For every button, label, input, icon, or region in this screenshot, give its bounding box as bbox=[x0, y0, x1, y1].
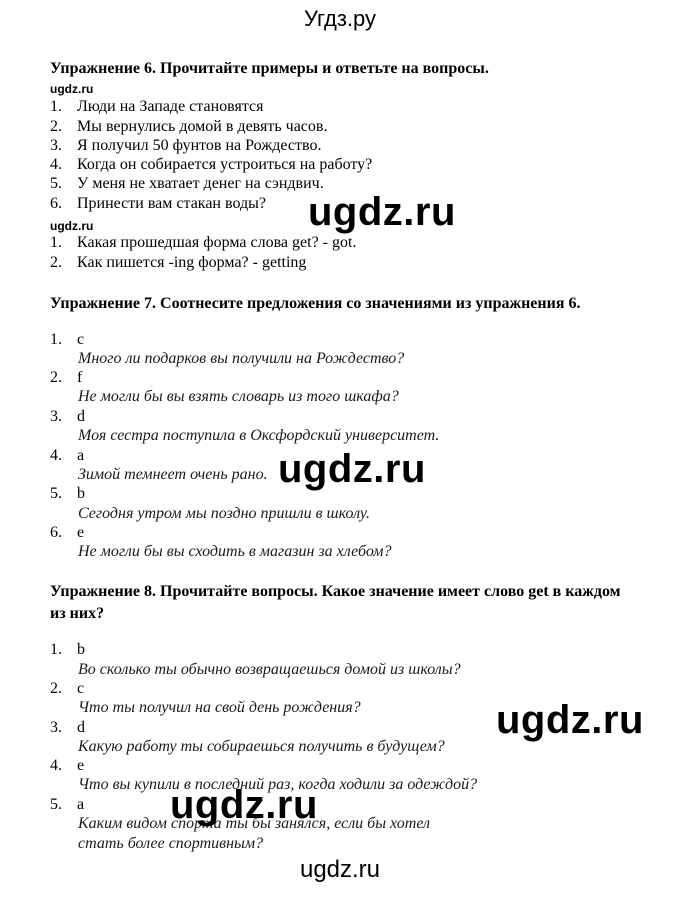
ex8-item bbox=[50, 640, 85, 660]
item-text: Я получил 50 фунтов на Рождество. bbox=[77, 137, 322, 154]
item-number: 4. bbox=[50, 757, 62, 774]
item-number: 5. bbox=[50, 175, 62, 192]
exercise-8-heading: Упражнение 8. Прочитайте вопросы. Какое значение имеет слово get в каждом из них? bbox=[50, 583, 621, 622]
item-letter: f bbox=[77, 369, 83, 386]
item-number: 5. bbox=[50, 796, 62, 813]
ex7-translation: Не могли бы вы взять словарь из того шкафа? bbox=[78, 388, 399, 405]
item-text: Какая прошедшая форма слова get? - got. bbox=[77, 234, 357, 251]
ex7-translation: Сегодня утром мы поздно пришли в школу. bbox=[78, 505, 370, 522]
item-letter: a bbox=[77, 447, 85, 464]
item-number: 6. bbox=[50, 524, 62, 541]
ex7-translation: Много ли подарков вы получили на Рождество? bbox=[78, 350, 405, 367]
item-number: 1. bbox=[50, 641, 62, 658]
ex6-item bbox=[50, 194, 266, 214]
watermark: ugdz.ru bbox=[170, 783, 318, 827]
exercise-7-heading: Упражнение 7. Соотнесите предложения со значениями из упражнения 6. bbox=[50, 295, 581, 312]
item-number: 4. bbox=[50, 156, 62, 173]
item-text: У меня не хватает денег на сэндвич. bbox=[77, 175, 324, 192]
ex6-answer bbox=[50, 233, 356, 253]
site-title: Угдз.ру bbox=[303, 6, 377, 31]
item-text: Мы вернулись домой в девять часов. bbox=[77, 118, 328, 135]
ex8-translation: Что ты получил на свой день рождения? bbox=[78, 699, 361, 716]
ex7-translation: Зимой темнеет очень рано. bbox=[78, 466, 268, 483]
ex7-item bbox=[50, 407, 85, 427]
ex6-item bbox=[50, 117, 327, 137]
ex8-translation: Какую работу ты собираешься получить в будущем? bbox=[78, 738, 445, 755]
item-text: Люди на Западе становятся bbox=[77, 98, 264, 115]
item-letter: b bbox=[77, 485, 85, 502]
ex8-translation: Каким видом спорта ты бы занялся, если бы хотел стать более спортивным? bbox=[78, 815, 430, 852]
watermark: ugdz.ru bbox=[496, 698, 644, 742]
item-number: 5. bbox=[50, 485, 62, 502]
item-letter: c bbox=[77, 680, 85, 697]
item-letter: c bbox=[77, 331, 85, 348]
item-number: 2. bbox=[50, 254, 62, 271]
ex6-answer bbox=[50, 253, 306, 273]
ex7-item bbox=[50, 446, 84, 466]
item-number: 3. bbox=[50, 408, 62, 425]
ex7-translation: Моя сестра поступила в Оксфордский университет. bbox=[78, 427, 440, 444]
ex7-item bbox=[50, 368, 82, 388]
ex6-item bbox=[50, 174, 324, 194]
item-letter: a bbox=[77, 796, 85, 813]
item-letter: e bbox=[77, 757, 85, 774]
ex7-item bbox=[50, 523, 84, 543]
item-number: 2. bbox=[50, 369, 62, 386]
ex8-translation: Во сколько ты обычно возвращаешься домой из школы? bbox=[78, 661, 461, 678]
item-text: Принести вам стакан воды? bbox=[77, 195, 266, 212]
item-number: 4. bbox=[50, 447, 62, 464]
item-letter: e bbox=[77, 524, 85, 541]
ex8-item bbox=[50, 795, 84, 815]
ex7-translation: Не могли бы вы сходить в магазин за хлебом? bbox=[78, 543, 392, 560]
item-number: 2. bbox=[50, 118, 62, 135]
watermark-small: ugdz.ru bbox=[50, 82, 94, 96]
item-letter: d bbox=[77, 719, 85, 736]
item-letter: d bbox=[77, 408, 85, 425]
item-letter: b bbox=[77, 641, 85, 658]
exercise-6-heading: Упражнение 6. Прочитайте примеры и ответьте на вопросы. bbox=[50, 60, 489, 77]
ex7-item bbox=[50, 330, 84, 350]
item-number: 1. bbox=[50, 234, 62, 251]
footer-watermark: ugdz.ru bbox=[299, 856, 381, 883]
ex7-item bbox=[50, 484, 85, 504]
item-number: 2. bbox=[50, 680, 62, 697]
ex8-translation: Что вы купили в последний раз, когда ходили за одеждой? bbox=[78, 776, 478, 793]
item-number: 3. bbox=[50, 719, 62, 736]
item-number: 6. bbox=[50, 195, 62, 212]
watermark-small: ugdz.ru bbox=[50, 219, 94, 233]
item-text: Как пишется -ing форма? - getting bbox=[77, 254, 307, 271]
ex6-item bbox=[50, 155, 372, 175]
watermark: ugdz.ru bbox=[278, 447, 426, 491]
item-number: 1. bbox=[50, 331, 62, 348]
ex8-item bbox=[50, 756, 84, 776]
item-number: 1. bbox=[50, 98, 62, 115]
ex6-item bbox=[50, 97, 263, 117]
item-text: Когда он собирается устроиться на работу? bbox=[77, 156, 373, 173]
watermark: ugdz.ru bbox=[308, 190, 456, 234]
ex8-item bbox=[50, 718, 85, 738]
ex8-item bbox=[50, 679, 84, 699]
ex6-item bbox=[50, 136, 321, 156]
item-number: 3. bbox=[50, 137, 62, 154]
